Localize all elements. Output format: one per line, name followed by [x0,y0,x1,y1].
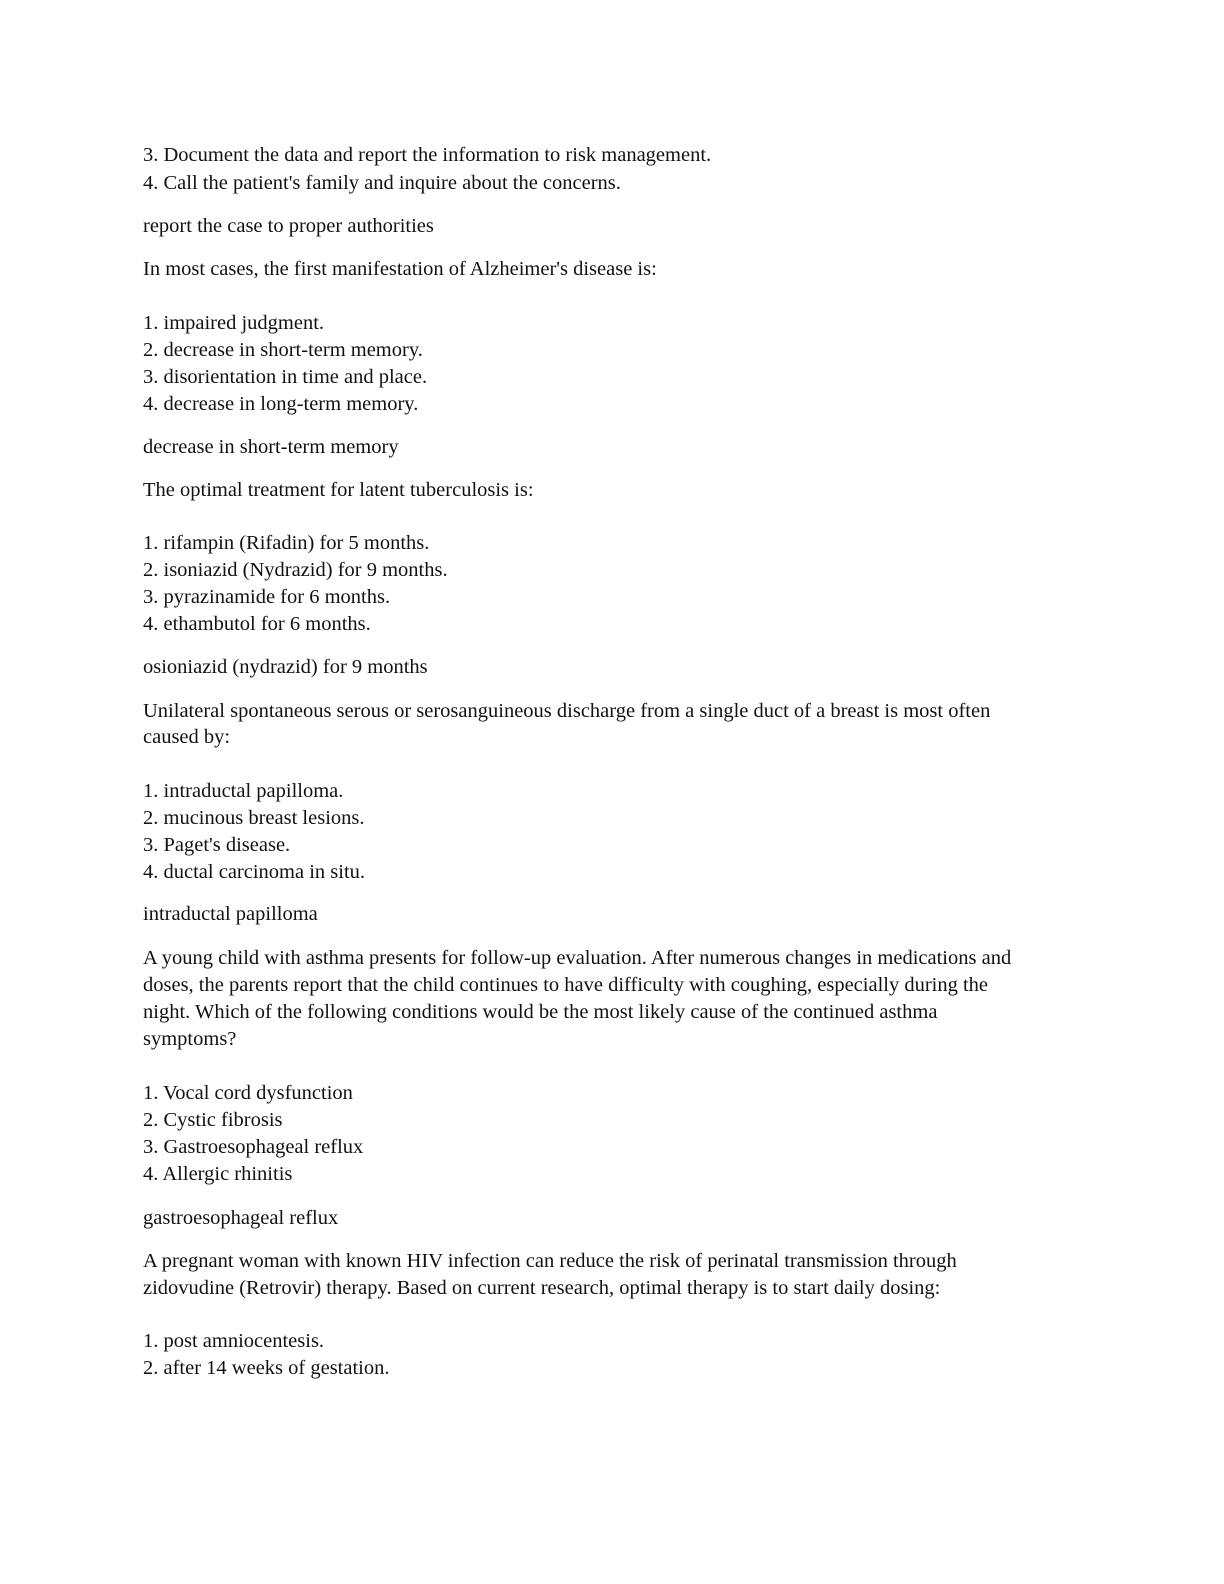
answer-option: 1. impaired judgment. [143,312,325,334]
question-text: In most cases, the first manifestation of Alzheimer's disease is: [143,258,657,280]
answer-option: 3. disorientation in time and place. [143,366,428,388]
answer-option: 3. Paget's disease. [143,834,291,856]
answer-text: osioniazid (nydrazid) for 9 months [143,656,428,678]
question-text: A young child with asthma presents for follow-up evaluation. After numerous changes in medications and [143,947,1012,969]
answer-text: gastroesophageal reflux [143,1207,339,1229]
question-text: The optimal treatment for latent tuberculosis is: [143,479,534,501]
answer-option: 4. decrease in long-term memory. [143,393,419,415]
answer-option: 2. Cystic fibrosis [143,1109,283,1131]
answer-text: intraductal papilloma [143,903,318,925]
answer-option: 3. Document the data and report the information to risk management. [143,144,712,166]
answer-option: 2. isoniazid (Nydrazid) for 9 months. [143,559,448,581]
question-text: caused by: [143,726,231,748]
answer-option: 2. mucinous breast lesions. [143,807,365,829]
question-text: A pregnant woman with known HIV infection can reduce the risk of perinatal transmission through [143,1250,957,1272]
answer-option: 2. decrease in short-term memory. [143,339,423,361]
question-text: zidovudine (Retrovir) therapy. Based on current research, optimal therapy is to start daily dosing: [143,1277,941,1299]
question-text: doses, the parents report that the child continues to have difficulty with coughing, especially during the [143,974,989,996]
answer-text: decrease in short-term memory [143,436,399,458]
answer-text: report the case to proper authorities [143,215,434,237]
answer-option: 3. Gastroesophageal reflux [143,1136,364,1158]
answer-option: 1. rifampin (Rifadin) for 5 months. [143,532,430,554]
answer-option: 1. Vocal cord dysfunction [143,1082,353,1104]
answer-option: 3. pyrazinamide for 6 months. [143,586,391,608]
answer-option: 4. ductal carcinoma in situ. [143,861,366,883]
question-text: night. Which of the following conditions would be the most likely cause of the continued asthma [143,1001,938,1023]
answer-option: 2. after 14 weeks of gestation. [143,1357,390,1379]
answer-option: 1. intraductal papilloma. [143,780,344,802]
answer-option: 4. Allergic rhinitis [143,1163,293,1185]
answer-option: 4. Call the patient's family and inquire about the concerns. [143,172,621,194]
question-text: Unilateral spontaneous serous or serosanguineous discharge from a single duct of a breast is most often [143,700,991,722]
answer-option: 1. post amniocentesis. [143,1330,325,1352]
question-text: symptoms? [143,1028,237,1050]
answer-option: 4. ethambutol for 6 months. [143,613,371,635]
